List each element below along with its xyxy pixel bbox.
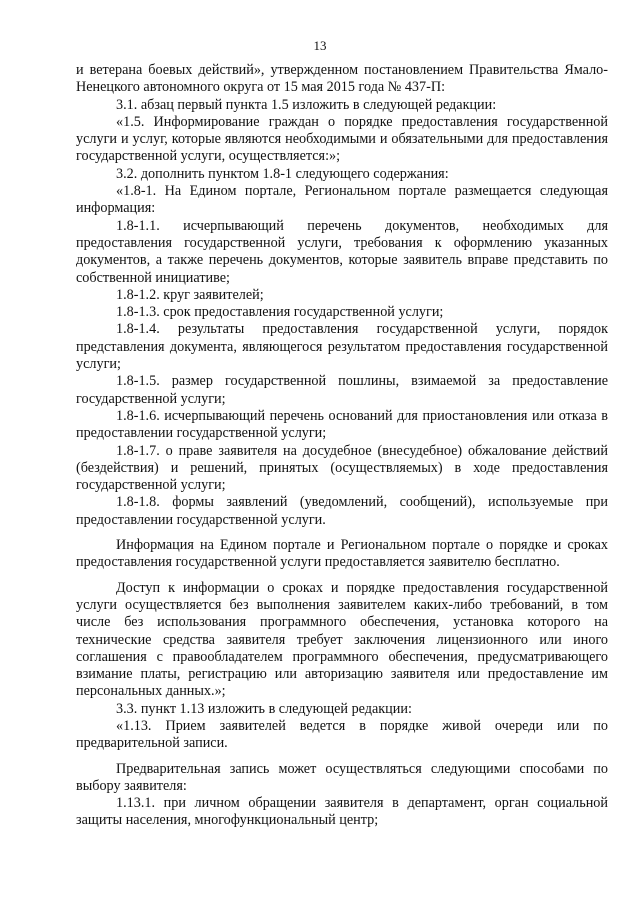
paragraph-1-5: «1.5. Информирование граждан о порядке предоставления государственной услуги и услуг, которые являются необходимыми и обязательными для предоставления государственной услуги, осуществляется:»; [76, 113, 608, 165]
paragraph-preregistration: Предварительная запись может осуществляться следующими способами по выбору заявителя: [76, 760, 608, 794]
paragraph-3-1: 3.1. абзац первый пункта 1.5 изложить в следующей редакции: [116, 96, 497, 113]
paragraph-3-3: 3.3. пункт 1.13 изложить в следующей редакции: [116, 700, 412, 717]
paragraph-info-free: Информация на Едином портале и Региональном портале о порядке и сроках предоставления государственной услуги предоставляется заявителю бесплатно. [76, 537, 608, 571]
paragraph-1-8-1-6: 1.8-1.6. исчерпывающий перечень оснований для приостановления или отказа в предоставлении государственной услуги; [76, 407, 608, 442]
paragraph-1-8-1: «1.8-1. На Едином портале, Региональном портале размещается следующая информация: [76, 183, 608, 217]
document-body [76, 62, 608, 830]
paragraph-1-8-1-2: 1.8-1.2. круг заявителей; [116, 286, 264, 303]
paragraph-1-8-1-8: 1.8-1.8. формы заявлений (уведомлений, сообщений), используемые при предоставлении государственной услуги. [76, 494, 608, 528]
paragraph-1-13-1: 1.13.1. при личном обращении заявителя в департамент, орган социальной защиты населения, многофункциональный центр; [76, 795, 608, 829]
paragraph-access: Доступ к информации о сроках и порядке предоставления государственной услуги осуществляется без выполнения заявителем каких-либо требований, в том числе без использования программного обеспечения, установка которого на технические средства заявителя требует заключения лицензионного или иного соглашения с правообладателем программного обеспечения, предусматривающего взимание платы, регистрацию или авторизацию заявителя или предоставление им персональных данных.»; [76, 579, 608, 700]
paragraph-1-8-1-1: 1.8-1.1. исчерпывающий перечень документов, необходимых для предоставления государственной услуги, требования к оформлению указанных документов, а также перечень документов, которые заявитель вправе представить по собственной инициативе; [76, 217, 608, 286]
page-number: 13 [313, 38, 327, 53]
paragraph-3-2: 3.2. дополнить пунктом 1.8-1 следующего содержания: [116, 165, 449, 182]
paragraph-intro: и ветерана боевых действий», утвержденном постановлением Правительства Ямало-Ненецкого автономного округа от 15 мая 2015 года № 437-П: [76, 62, 608, 96]
paragraph-1-8-1-3: 1.8-1.3. срок предоставления государственной услуги; [116, 304, 444, 321]
paragraph-1-13: «1.13. Прием заявителей ведется в порядке живой очереди или по предварительной записи. [76, 717, 608, 752]
paragraph-1-8-1-4: 1.8-1.4. результаты предоставления государственной услуги, порядок представления документа, являющегося результатом предоставления государственной услуги; [76, 321, 608, 373]
paragraph-1-8-1-7: 1.8-1.7. о праве заявителя на досудебное (внесудебное) обжалование действий (бездействия) и решений, принятых (осуществляемых) в ходе предоставления государственной услуги; [76, 442, 608, 494]
paragraph-1-8-1-5: 1.8-1.5. размер государственной пошлины, взимаемой за предоставление государственной услуги; [76, 373, 608, 407]
